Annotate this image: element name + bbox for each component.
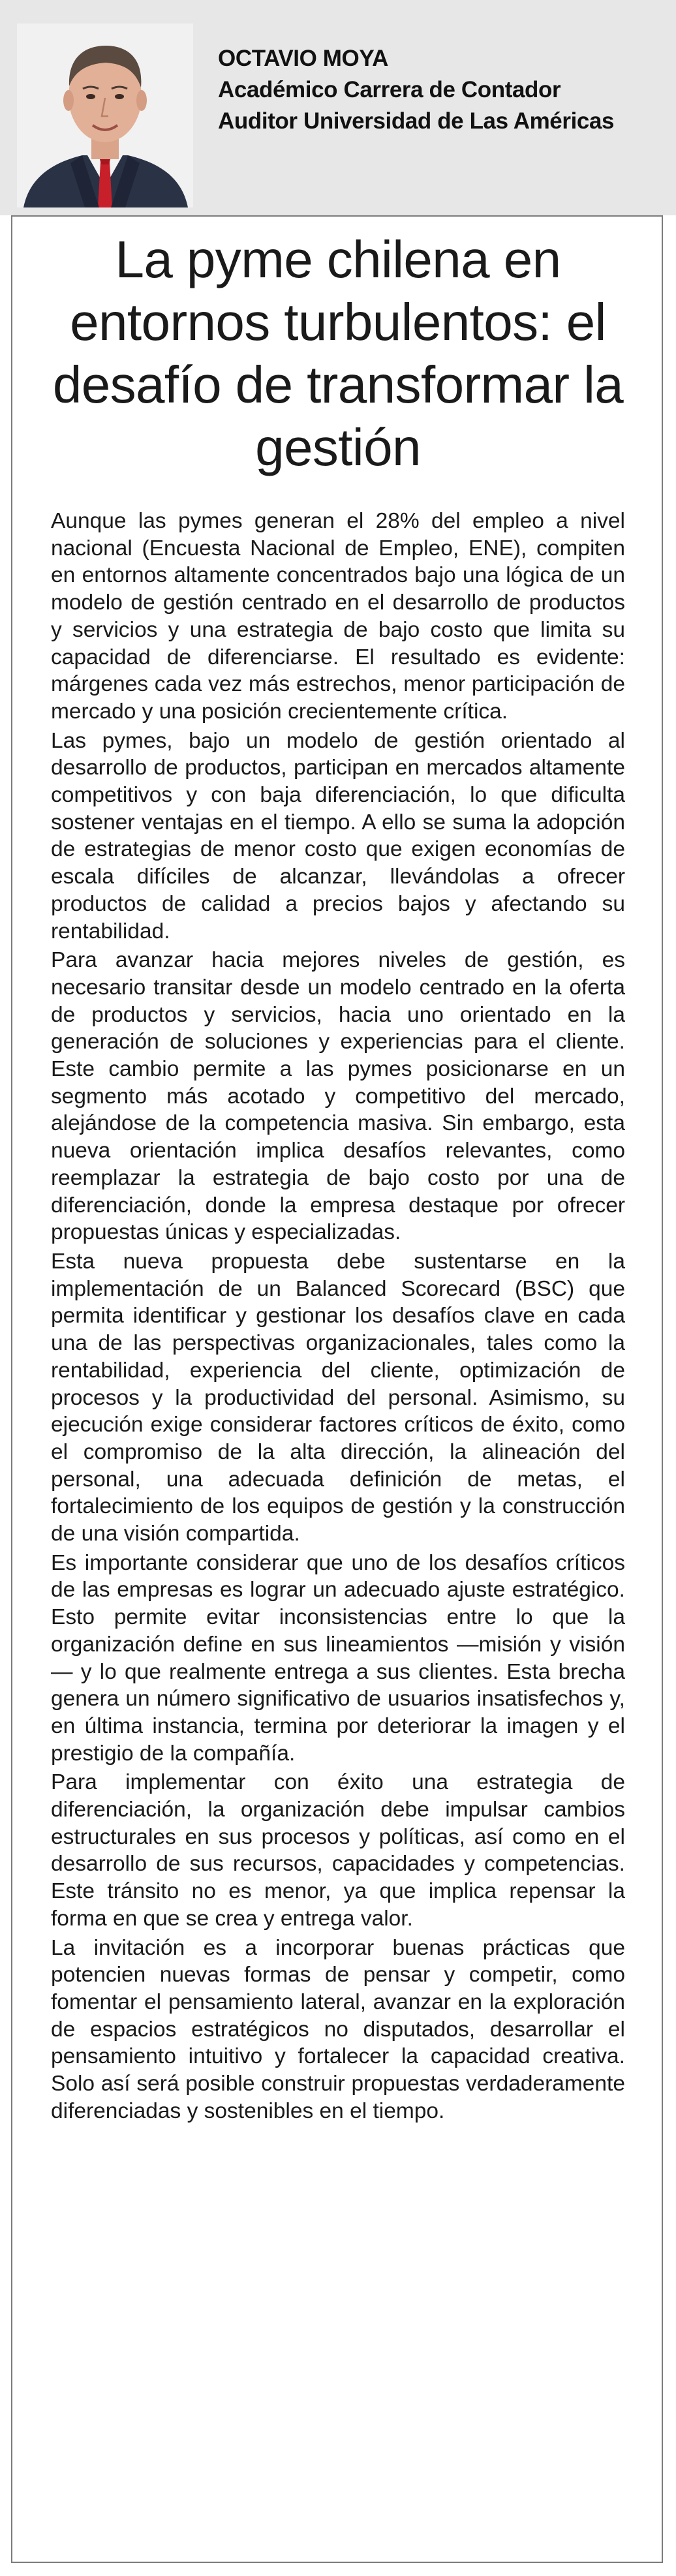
article-paragraph: Las pymes, bajo un modelo de gestión orientado al desarrollo de productos, participan en mercados altamente competitivos y con baja diferenciación, lo que dificulta sostener ventajas en el tiempo. A ello se suma la adopción de estrategias de menor costo que exigen economías de escala difíciles de alcanzar, llevándolas a ofrecer productos de calidad a precios bajos y afectando su rentabilidad. [51,728,625,943]
article-headline: La pyme chilena en entornos turbulentos: el desafío de transformar la gestión [52,230,624,476]
article-paragraph: Aunque las pymes generan el 28% del empleo a nivel nacional (Encuesta Nacional de Empleo, ENE), compiten en entornos altamente concentrados bajo una lógica de un modelo de gestión centrado en el desarrollo de productos y servicios y una estrategia de bajo costo que limita su capacidad de diferenciarse. El resultado es evidente: márgenes cada vez más estrechos, menor participación de mercado y una posición crecientemente crítica. [51,509,625,724]
author-header [0,0,676,215]
author-role: Académico Carrera de Contador [218,77,561,102]
article-paragraph: La invitación es a incorporar buenas prácticas que potencien nuevas formas de pensar y competir, como fomentar el pensamiento lateral, avanzar en la exploración de espacios estratégicos no disputados, desarrollar el pensamiento intuitivo y fortalecer la capacidad creativa. Solo así será posible construir propuestas verdaderamente diferenciadas y sostenibles en el tiempo. [51,1935,625,2123]
author-name: OCTAVIO MOYA [218,46,388,71]
article-paragraph: Es importante considerar que uno de los desafíos críticos de las empresas es lograr un adecuado ajuste estratégico. Esto permite evitar inconsistencias entre lo que la organización define en sus lineamientos —misión y visión— y lo que realmente entrega a sus clientes. Esta brecha genera un número significativo de usuarios insatisfechos y, en última instancia, termina por deteriorar la imagen y el prestigio de la compañía. [51,1550,625,1766]
author-portrait-illustration [17,23,193,207]
author-photo [17,23,193,207]
article-body [51,508,625,2126]
author-block [218,43,614,137]
article-paragraph: Para avanzar hacia mejores niveles de gestión, es necesario transitar desde un modelo centrado en la oferta de productos y servicios, hacia uno orientado en la generación de soluciones y experiencias para el cliente. Este cambio permite a las pymes posicionarse en un segmento más acotado y competitivo del mercado, alejándose de la competencia masiva. Sin embargo, esta nueva orientación implica desafíos relevantes, como reemplazar la estrategia de bajo costo por una de diferenciación, donde la empresa destaque por ofrecer propuestas únicas y especializadas. [51,948,625,1245]
article-paragraph: Para implementar con éxito una estrategia de diferenciación, la organización debe impulsar cambios estructurales en sus procesos y políticas, así como en el desarrollo de sus recursos, capacidades y competencias. Este tránsito no es menor, ya que implica repensar la forma en que se crea y entrega valor. [51,1770,625,1931]
author-affiliation: Auditor Universidad de Las Américas [218,108,615,134]
article-paragraph: Esta nueva propuesta debe sustentarse en la implementación de un Balanced Scorecard (BSC) que permita identificar y gestionar los desafíos clave en cada una de las perspectivas organizacionales, tales como la rentabilidad, experiencia del cliente, optimización de procesos y la productividad del personal. Asimismo, su ejecución exige considerar factores críticos de éxito, como el compromiso de la alta dirección, la alineación del personal, una adecuada definición de metas, el fortalecimiento de los equipos de gestión y la construcción de una visión compartida. [51,1249,625,1546]
